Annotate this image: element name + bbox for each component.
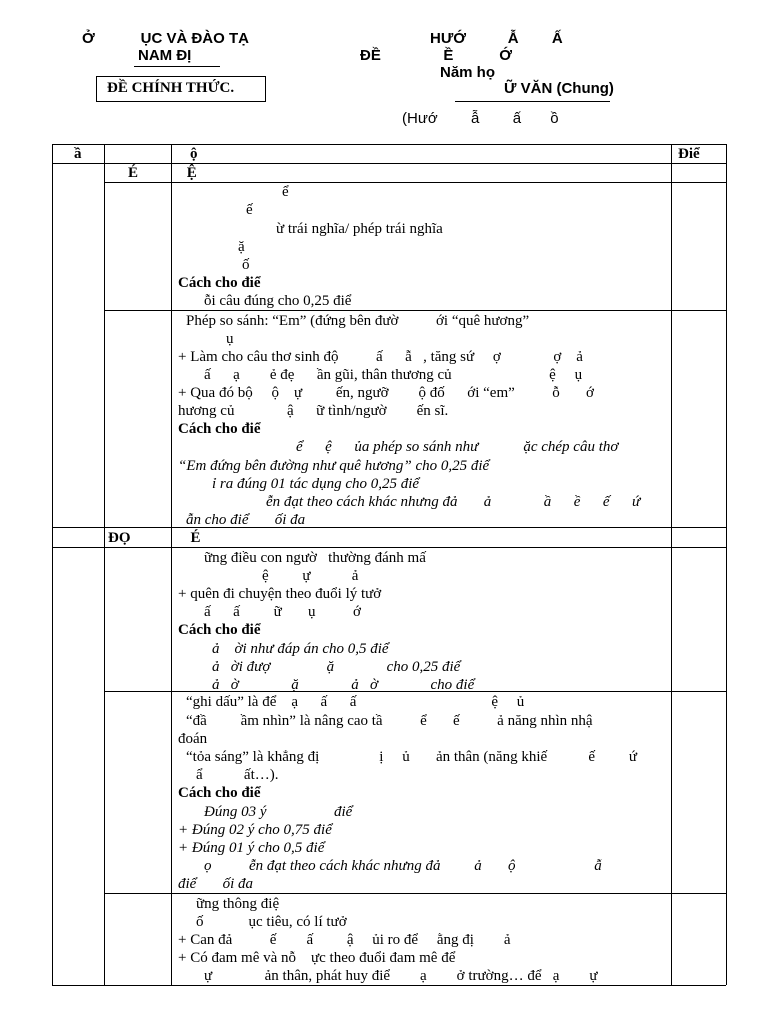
q2-line: ấ ạ ẻ đẹ ần gũi, thân thương củ ệ ụ: [204, 367, 583, 383]
q1-line: ể: [282, 184, 289, 200]
q2-line: hương củ ậ ữ tình/ngườ ến sĩ.: [178, 403, 449, 419]
q5-line: + Can đả ế ấ ậ ủi ro để ằng đị ả: [178, 932, 511, 948]
q2-scoring-line: ỉ ra đúng 01 tác dụng cho 0,25 điể: [212, 476, 420, 492]
q5-line: ững thông điệ: [196, 896, 280, 912]
q3-line: ệ ự ả: [262, 568, 359, 584]
q1-scoring-title: Cách cho điể: [178, 275, 261, 291]
province-name: NAM ĐỊ: [138, 47, 192, 64]
q2-line: + Qua đó bộ ộ ự ến, ngưỡ ộ đố ới “em” ỗ ớ: [178, 385, 594, 401]
part2-title: ĐỌ É: [108, 530, 201, 546]
q2-scoring-title: Cách cho điể: [178, 421, 261, 437]
q4-line: “tỏa sáng” là khẳng đị ị ủ ản thân (năng khiế ế ứ: [186, 749, 637, 765]
q1-scoring-line: ỗi câu đúng cho 0,25 điể: [204, 293, 352, 309]
q4-line: ẩ ất…).: [196, 767, 279, 783]
q2-line: Phép so sánh: “Em” (đứng bên đườ ới “quê hương”: [186, 313, 530, 329]
q4-line: đoán: [178, 731, 208, 747]
q4-scoring-line: + Đúng 01 ý cho 0,5 điể: [178, 840, 325, 856]
q2-scoring-line: “Em đứng bên đường như quê hương” cho 0,25 điể: [178, 458, 490, 474]
q4-scoring-line: + Đúng 02 ý cho 0,75 điể: [178, 822, 332, 838]
q1-line: ố: [242, 257, 250, 273]
q1-line: ừ trái nghĩa/ phép trái nghĩa: [276, 221, 443, 237]
q3-scoring-line: ả ờ ặ ả ờ cho điể: [212, 677, 475, 693]
q3-line: ững điều con ngườ thường đánh mấ: [204, 550, 426, 566]
col-header-score: Điể: [678, 146, 700, 162]
q2-scoring-line: ể ệ ủa phép so sánh như ặc chép câu thơ: [296, 439, 619, 455]
q2-scoring-line: ễn đạt theo cách khác nhưng đả ả ầ ề ế ứ: [266, 494, 641, 510]
part1-title: É Ệ: [128, 165, 197, 181]
q4-scoring-line: điể ối đa: [178, 876, 253, 892]
col-header-content: ộ: [190, 146, 198, 162]
subject-underline: [455, 101, 610, 102]
q2-scoring-line: ẫn cho điể ối đa: [186, 512, 306, 528]
q5-line: ự ản thân, phát huy điể ạ ở trường… để ạ ự: [204, 968, 598, 984]
province-underline: [134, 66, 220, 67]
q3-scoring-title: Cách cho điể: [178, 622, 261, 638]
q1-line: ế: [246, 202, 253, 218]
guide-note: (Hướ ẫ ấ ồ: [402, 110, 559, 127]
q2-line: ụ: [226, 331, 234, 347]
q4-scoring-title: Cách cho điể: [178, 785, 261, 801]
q3-scoring-line: ả ời như đáp án cho 0,5 điể: [212, 641, 389, 657]
q2-line: + Làm cho câu thơ sinh độ ấ ẫ , tăng sứ ợ ợ ả: [178, 349, 583, 365]
q3-scoring-line: ả ời đượ ặ cho 0,25 điể: [212, 659, 461, 675]
q4-line: “ghi dấu” là để ạ ấ ấ ệ ủ: [186, 694, 525, 710]
q4-scoring-line: Đúng 03 ý điể: [204, 804, 353, 820]
q3-line: ấ ấ ữ ụ ớ: [204, 604, 361, 620]
q3-line: + quên đi chuyện theo đuổi lý tưở: [178, 586, 382, 602]
q4-scoring-line: ọ ễn đạt theo cách khác nhưng đả ả ộ ẫ: [204, 858, 602, 874]
school-year: Năm họ: [440, 64, 496, 81]
guide-title: HƯỚ Ẫ Ấ: [430, 30, 563, 47]
subject-name: Ữ VĂN (Chung): [504, 80, 614, 97]
q4-line: “đầ ầm nhìn” là nâng cao tầ ể ế ả năng nhìn nhậ: [186, 713, 593, 729]
q1-line: ặ: [238, 239, 245, 255]
department-name: Ở ỤC VÀ ĐÀO TẠ: [82, 30, 249, 47]
official-exam-stamp: ĐỀ CHÍNH THỨC.: [96, 76, 266, 102]
exam-title: ĐỀ Ề Ớ: [360, 47, 512, 64]
q5-line: ố ục tiêu, có lí tưở: [196, 914, 347, 930]
col-header-part: ầ: [74, 146, 82, 162]
q5-line: + Có đam mê và nỗ ực theo đuổi đam mê để: [178, 950, 456, 966]
